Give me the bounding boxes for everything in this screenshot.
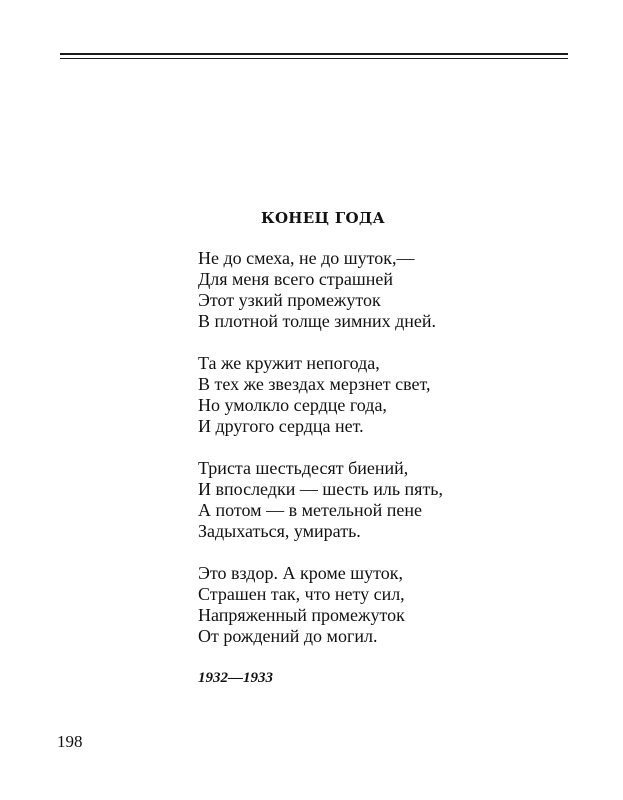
poem-line: Триста шестьдесят биений, bbox=[198, 458, 409, 478]
poem-line: Та же кружит непогода, bbox=[198, 353, 380, 373]
stanza-4 bbox=[198, 563, 528, 647]
poem-line: В тех же звездах мерзнет свет, bbox=[198, 374, 431, 394]
header-rule-thin bbox=[60, 58, 568, 59]
page-number: 198 bbox=[57, 732, 83, 751]
stanza-3 bbox=[198, 458, 528, 542]
poem-line: И другого сердца нет. bbox=[198, 416, 364, 436]
poem-line: И впоследки — шесть иль пять, bbox=[198, 479, 444, 499]
header-rule-thick bbox=[60, 53, 568, 55]
poem bbox=[198, 208, 528, 688]
poem-line: Это вздор. А кроме шуток, bbox=[198, 563, 403, 583]
poem-line: Этот узкий промежуток bbox=[198, 290, 381, 310]
poem-line: Задыхаться, умирать. bbox=[198, 521, 361, 541]
poem-line: Для меня всего страшней bbox=[198, 269, 394, 289]
poem-line: Не до смеха, не до шуток,— bbox=[198, 248, 415, 268]
poem-title: КОНЕЦ ГОДА bbox=[261, 209, 386, 227]
poem-line: В плотной толще зимних дней. bbox=[198, 311, 437, 331]
poem-line: Страшен так, что нету сил, bbox=[198, 584, 405, 604]
poem-line: Но умолкло сердце года, bbox=[198, 395, 387, 415]
stanza-1 bbox=[198, 248, 528, 332]
poem-date: 1932—1933 bbox=[198, 670, 273, 686]
poem-line: Напряженный промежуток bbox=[198, 605, 405, 625]
poem-line: А потом — в метельной пене bbox=[198, 500, 423, 520]
poem-line: От рождений до могил. bbox=[198, 626, 378, 646]
stanza-2 bbox=[198, 353, 528, 437]
